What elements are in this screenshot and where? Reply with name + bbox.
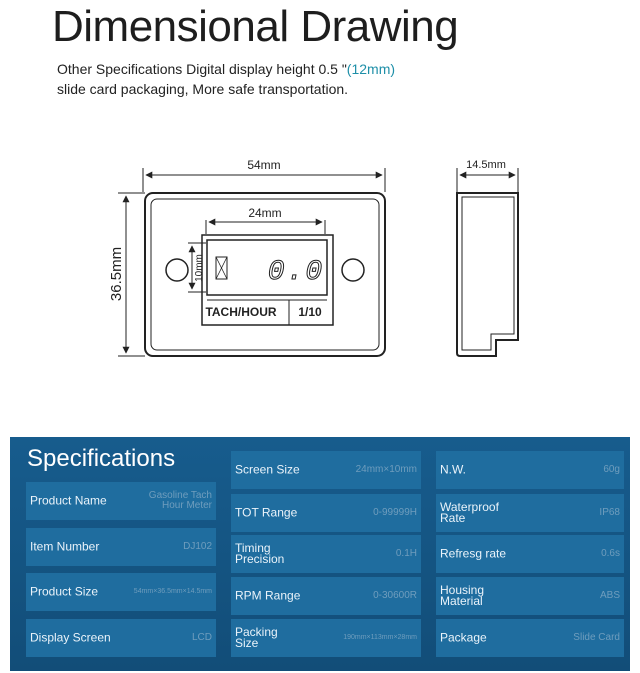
spec-cell <box>26 482 216 520</box>
spec-label: N.W. <box>440 462 466 477</box>
specifications-panel <box>10 437 630 671</box>
spec-cell <box>436 494 624 532</box>
spec-value: 0-99999H <box>373 507 417 518</box>
spec-label: RPM Range <box>235 588 301 603</box>
spec-description-line-1 <box>57 61 395 77</box>
spec-label: Product Size <box>30 584 99 599</box>
spec-cell <box>436 619 624 657</box>
spec-value: 0.1H <box>395 548 417 559</box>
depth-dimension <box>457 159 518 192</box>
spec-value: 0.6s <box>601 548 620 559</box>
spec-cell <box>231 451 421 489</box>
device-side-inner-outline <box>462 197 514 350</box>
spec-description-line-2: slide card packaging, More safe transportation. <box>57 81 349 97</box>
device-side-outline <box>457 193 518 356</box>
page-title: Dimensional Drawing <box>52 2 459 51</box>
screen-width-dimension <box>206 206 325 234</box>
spec-value: 60g <box>603 464 620 475</box>
description-text: Other Specifications Digital display height 0.5 " <box>57 61 347 77</box>
spec-cell <box>436 535 624 573</box>
spec-value: 0-30600R <box>373 590 417 601</box>
spec-label: Housing Material <box>440 583 485 608</box>
spec-label: Package <box>440 630 487 645</box>
specs-title: Specifications <box>27 445 176 472</box>
spec-value: 24mm×10mm <box>355 464 417 475</box>
lcd-indicator <box>216 257 227 279</box>
lcd-digits: 0.0 <box>267 257 325 288</box>
width-dimension <box>143 158 385 192</box>
spec-cell <box>231 535 421 573</box>
spec-value: Slide Card <box>573 632 620 643</box>
spec-cell <box>26 573 216 611</box>
width-label: 54mm <box>247 158 281 172</box>
height-label: 36.5mm <box>108 246 125 302</box>
left-mount-hole <box>166 259 188 281</box>
screen-height-dimension <box>188 243 206 292</box>
spec-value: IP68 <box>599 507 620 518</box>
spec-label: Screen Size <box>235 462 300 477</box>
spec-cell <box>436 451 624 489</box>
spec-label: Display Screen <box>30 630 111 645</box>
ratio-label: 1/10 <box>298 305 322 319</box>
spec-label: Packing Size <box>235 625 278 650</box>
dimensional-drawing <box>0 150 640 380</box>
spec-label: Timing Precision <box>235 541 285 566</box>
right-mount-hole <box>342 259 364 281</box>
spec-cell <box>231 619 421 657</box>
spec-label: Waterproof Rate <box>440 500 499 525</box>
spec-cell <box>231 494 421 532</box>
spec-value: 190mm×113mm×28mm <box>343 634 417 641</box>
spec-value: ABS <box>599 590 620 601</box>
spec-label: Item Number <box>30 539 100 554</box>
screen-height-label: 10mm <box>194 254 205 282</box>
spec-label: TOT Range <box>235 505 298 520</box>
spec-cell <box>436 577 624 615</box>
height-dimension <box>108 193 145 356</box>
spec-label: Refresg rate <box>440 546 507 561</box>
depth-label: 14.5mm <box>466 159 506 171</box>
spec-label: Product Name <box>30 493 107 508</box>
screen-width-label: 24mm <box>248 206 282 220</box>
spec-value: DJ102 <box>183 541 212 552</box>
spec-cell <box>26 528 216 566</box>
spec-value: LCD <box>191 632 212 643</box>
device-label: TACH/HOUR <box>205 305 277 319</box>
spec-cell <box>231 577 421 615</box>
spec-value: Gasoline Tach Hour Meter <box>148 490 212 511</box>
display-height-highlight: (12mm) <box>346 61 396 77</box>
spec-cell <box>26 619 216 657</box>
spec-value: 54mm×36.5mm×14.5mm <box>133 588 212 595</box>
